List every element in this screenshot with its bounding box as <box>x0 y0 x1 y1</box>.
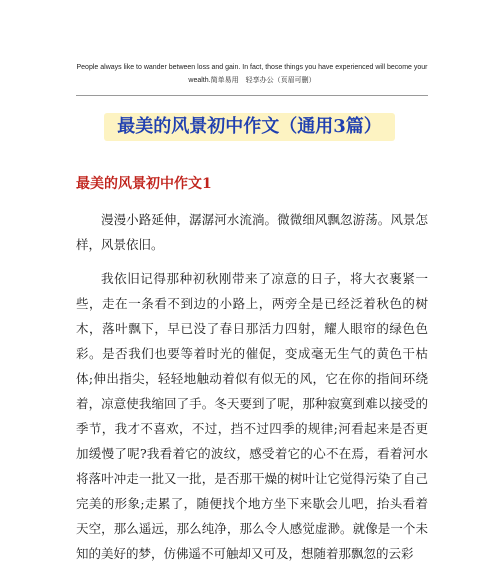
body-paragraph: 我依旧记得那种初秋刚带来了凉意的日子，将大衣裹紧一些，走在一条看不到边的小路上，两旁全是已经泛着秋色的树木，落叶飘下，早已没了春日那活力四射，耀人眼帘的绿色色彩。是否我们也要等着时光的催促，变成毫无生气的黄色干枯体;伸出指尖，轻轻地触动着似有似无的风，它在你的指间环绕着，凉意使我缩回了手。冬天要到了呢，那种寂寞到难以接受的季节，我才不喜欢，不过，挡不过四季的规律;河看起来是否更加缓慢了呢?我看着它的波纹，感受着它的心不在焉，看着河水将落叶冲走一批又一批，是否那干燥的树叶让它觉得污染了自己完美的形象;走累了，随便找个地方坐下来歇会儿吧，抬头看着天空，那么遥远，那么纯净，那么令人感觉虚渺。就像是一个未知的美好的梦，仿佛遥不可触却又可及，想随着那飘忽的云彩 <box>76 271 428 561</box>
body-paragraph: 漫漫小路延伸，潺潺河水流淌。微微细风飘忽游荡。风景怎样，风景依旧。 <box>76 212 428 252</box>
header-tagline-cn: 简单易用 轻享办公（页眉可删） <box>210 77 316 84</box>
document-title: 最美的风景初中作文（通用3篇） <box>117 116 382 137</box>
header-divider <box>76 95 428 96</box>
header-tagline-en: People always like to wander between loss and gain. In fact, those things you have experienced will become your wealth. <box>76 64 428 84</box>
page-header <box>76 61 428 87</box>
section-heading: 最美的风景初中作文1 <box>76 176 212 192</box>
